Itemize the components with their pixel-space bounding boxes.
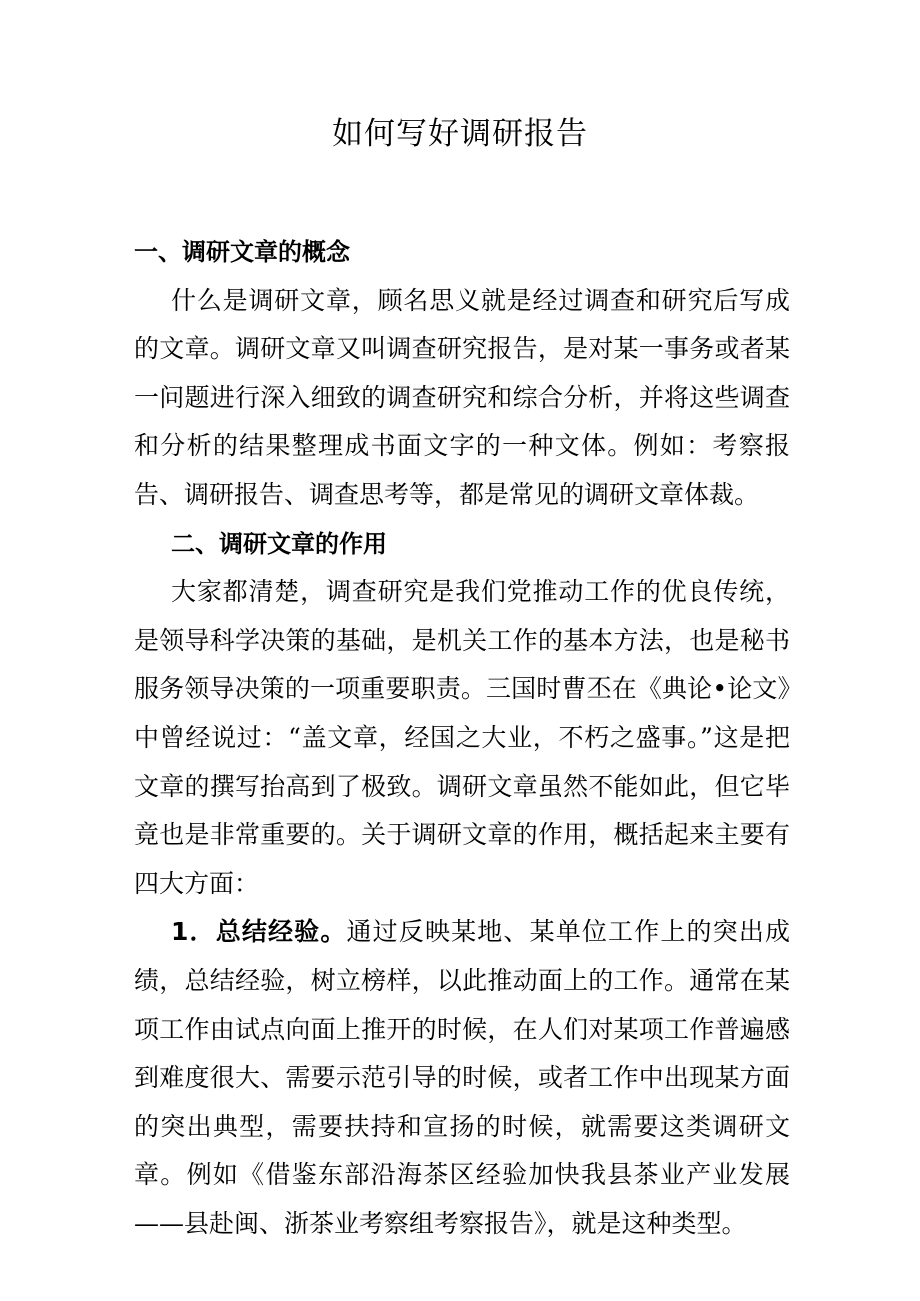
- paragraph-function: 大家都清楚，调查研究是我们党推动工作的优良传统，是领导科学决策的基础，是机关工作的基本方法，也是秘书服务领导决策的一项重要职责。三国时曹丕在《典论•论文》中曾经说过：“盖文章，经国之大业，不朽之盛事。”这是把文章的撰写抬高到了极致。调研文章虽然不能如此，但它毕竟也是非常重要的。关于调研文章的作用，概括起来主要有四大方面：: [134, 577, 790, 898]
- document-title: 如何写好调研报告: [332, 116, 588, 152]
- document-body: [134, 228, 790, 1248]
- section-heading-concept: 一、调研文章的概念: [134, 238, 350, 266]
- section-heading-function: 二、调研文章的作用: [171, 529, 387, 558]
- point-1-lead: 1．总结经验。: [171, 917, 347, 947]
- point-1-text: 通过反映某地、某单位工作上的突出成绩，总结经验，树立榜样，以此推动面上的工作。通常在某项工作由试点向面上推开的时候，在人们对某项工作普遍感到难度很大、需要示范引导的时候，或者工作中出现某方面的突出典型，需要扶持和宣扬的时候，就需要这类调研文章。例如《借鉴东部沿海茶区经验加快我县茶业产业发展——县赴闽、浙茶业考察组考察报告》，就是这种类型。: [134, 917, 790, 1238]
- paragraph-concept: 什么是调研文章，顾名思义就是经过调查和研究后写成的文章。调研文章又叫调查研究报告，是对某一事务或者某一问题进行深入细致的调查研究和综合分析，并将这些调查和分析的结果整理成书面文字的一种文体。例如：考察报告、调研报告、调查思考等，都是常见的调研文章体裁。: [134, 285, 790, 509]
- paragraph-point-1: [134, 908, 790, 1248]
